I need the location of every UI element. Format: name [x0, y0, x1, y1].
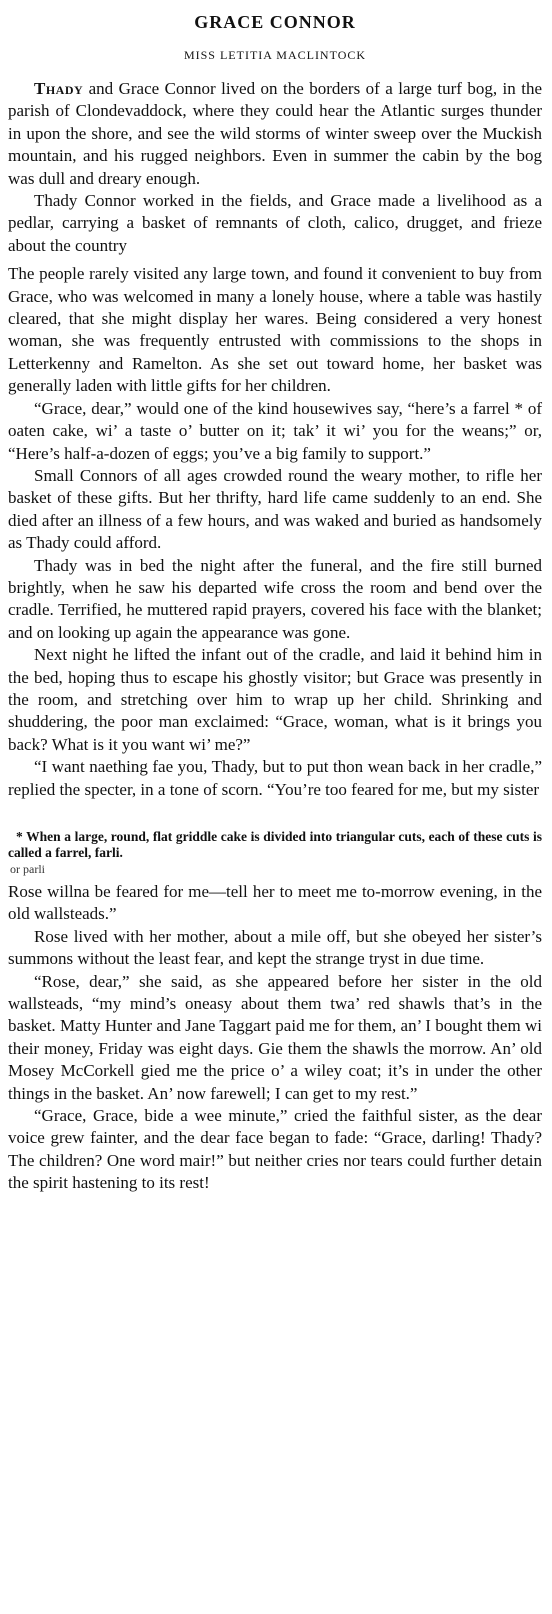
- story-author: MISS LETITIA MACLINTOCK: [183, 48, 367, 62]
- footnote: * When a large, round, flat griddle cake is divided into triangular cuts, each of these cuts is called a farrel, farli.: [8, 829, 542, 860]
- paragraph-11: “Rose, dear,” she said, as she appeared before her sister in the old wallsteads, “my mind’s oneasy about them twa’ red shawls that’s in the basket. Matty Hunter and Jane Taggart paid me for them, an’ I bought them wi their money, Friday was eight days. Gie them the shawls the morrow. An’ old Mosey McCorkell gied me the price o’ a wiley coat; it’s in under the other things in the basket. An’ now farewell; I can get to my rest.”: [8, 971, 542, 1103]
- paragraph-8: “I want naething fae you, Thady, but to put thon wean back in her cradle,” replied the specter, in a tone of scorn. “You’re too feared for me, but my sister: [8, 757, 542, 799]
- paragraph-4: “Grace, dear,” would one of the kind housewives say, “here’s a farrel * of oaten cake, wi’ a taste o’ butter on it; tak’ it wi’ you for the weans;” or, “Here’s half-a-dozen of eggs; you’ve a big family to support.”: [8, 398, 542, 463]
- paragraph-7: Next night he lifted the infant out of the cradle, and laid it behind him in the bed, hoping thus to escape his ghostly visitor; but Grace was presently in the room, and stretching over him to wrap up her child. Shrinking and shuddering, the poor man exclaimed: “Grace, woman, what is it brings you back? What is it you want wi’ me?”: [8, 645, 542, 754]
- paragraph-6: Thady was in bed the night after the funeral, and the fire still burned brightly, when he saw his departed wife cross the room and bend over the cradle. Terrified, he muttered rapid prayers, covered his face with the blanket; and on looking up again the appearance was gone.: [8, 555, 542, 642]
- paragraph-9: Rose willna be feared for me—tell her to meet me to-morrow evening, in the old wallsteads.”: [8, 882, 542, 924]
- paragraph-12: “Grace, Grace, bide a wee minute,” cried the faithful sister, as the dear voice grew fainter, and the dear face began to fade: “Grace, darling! Thady? The children? One word mair!” but neither cries nor tears could further detain the spirit hastening to its rest!: [8, 1106, 542, 1193]
- drop-word: Thady: [34, 79, 84, 98]
- paragraph-1-text: and Grace Connor lived on the borders of a large turf bog, in the parish of Clondevaddock, where they could hear the Atlantic surges thunder in upon the shore, and see the wild storms of winter sweep over the Muckish mountain, and his rugged neighbors. Even in summer the cabin by the bog was dull and dreary enough.: [8, 79, 542, 188]
- paragraph-2: Thady Connor worked in the fields, and Grace made a livelihood as a pedlar, carrying a basket of remnants of cloth, calico, drugget, and frieze about the country: [8, 191, 542, 255]
- paragraph-5: Small Connors of all ages crowded round the weary mother, to rifle her basket of these gifts. But her thrifty, hard life came suddenly to an end. She died after an illness of a few hours, and was waked and buried as handsomely as Thady could afford.: [8, 465, 542, 553]
- paragraph-10: Rose lived with her mother, about a mile off, but she obeyed her sister’s summons without the least fear, and kept the strange tryst in due time.: [8, 926, 542, 969]
- story-title: GRACE CONNOR: [194, 12, 356, 32]
- footnote-fragment: or parli: [10, 862, 45, 876]
- paragraph-3: The people rarely visited any large town, and found it convenient to buy from Grace, who was welcomed in many a lonely house, where a table was hastily cleared, that she might display her wares. Being considered a very honest woman, she was frequently entrusted with commissions to the shops in Letterkenny and Ramelton. As she set out toward home, her basket was generally laden with little gifts for her children.: [8, 264, 542, 396]
- paragraph-1: [8, 78, 542, 190]
